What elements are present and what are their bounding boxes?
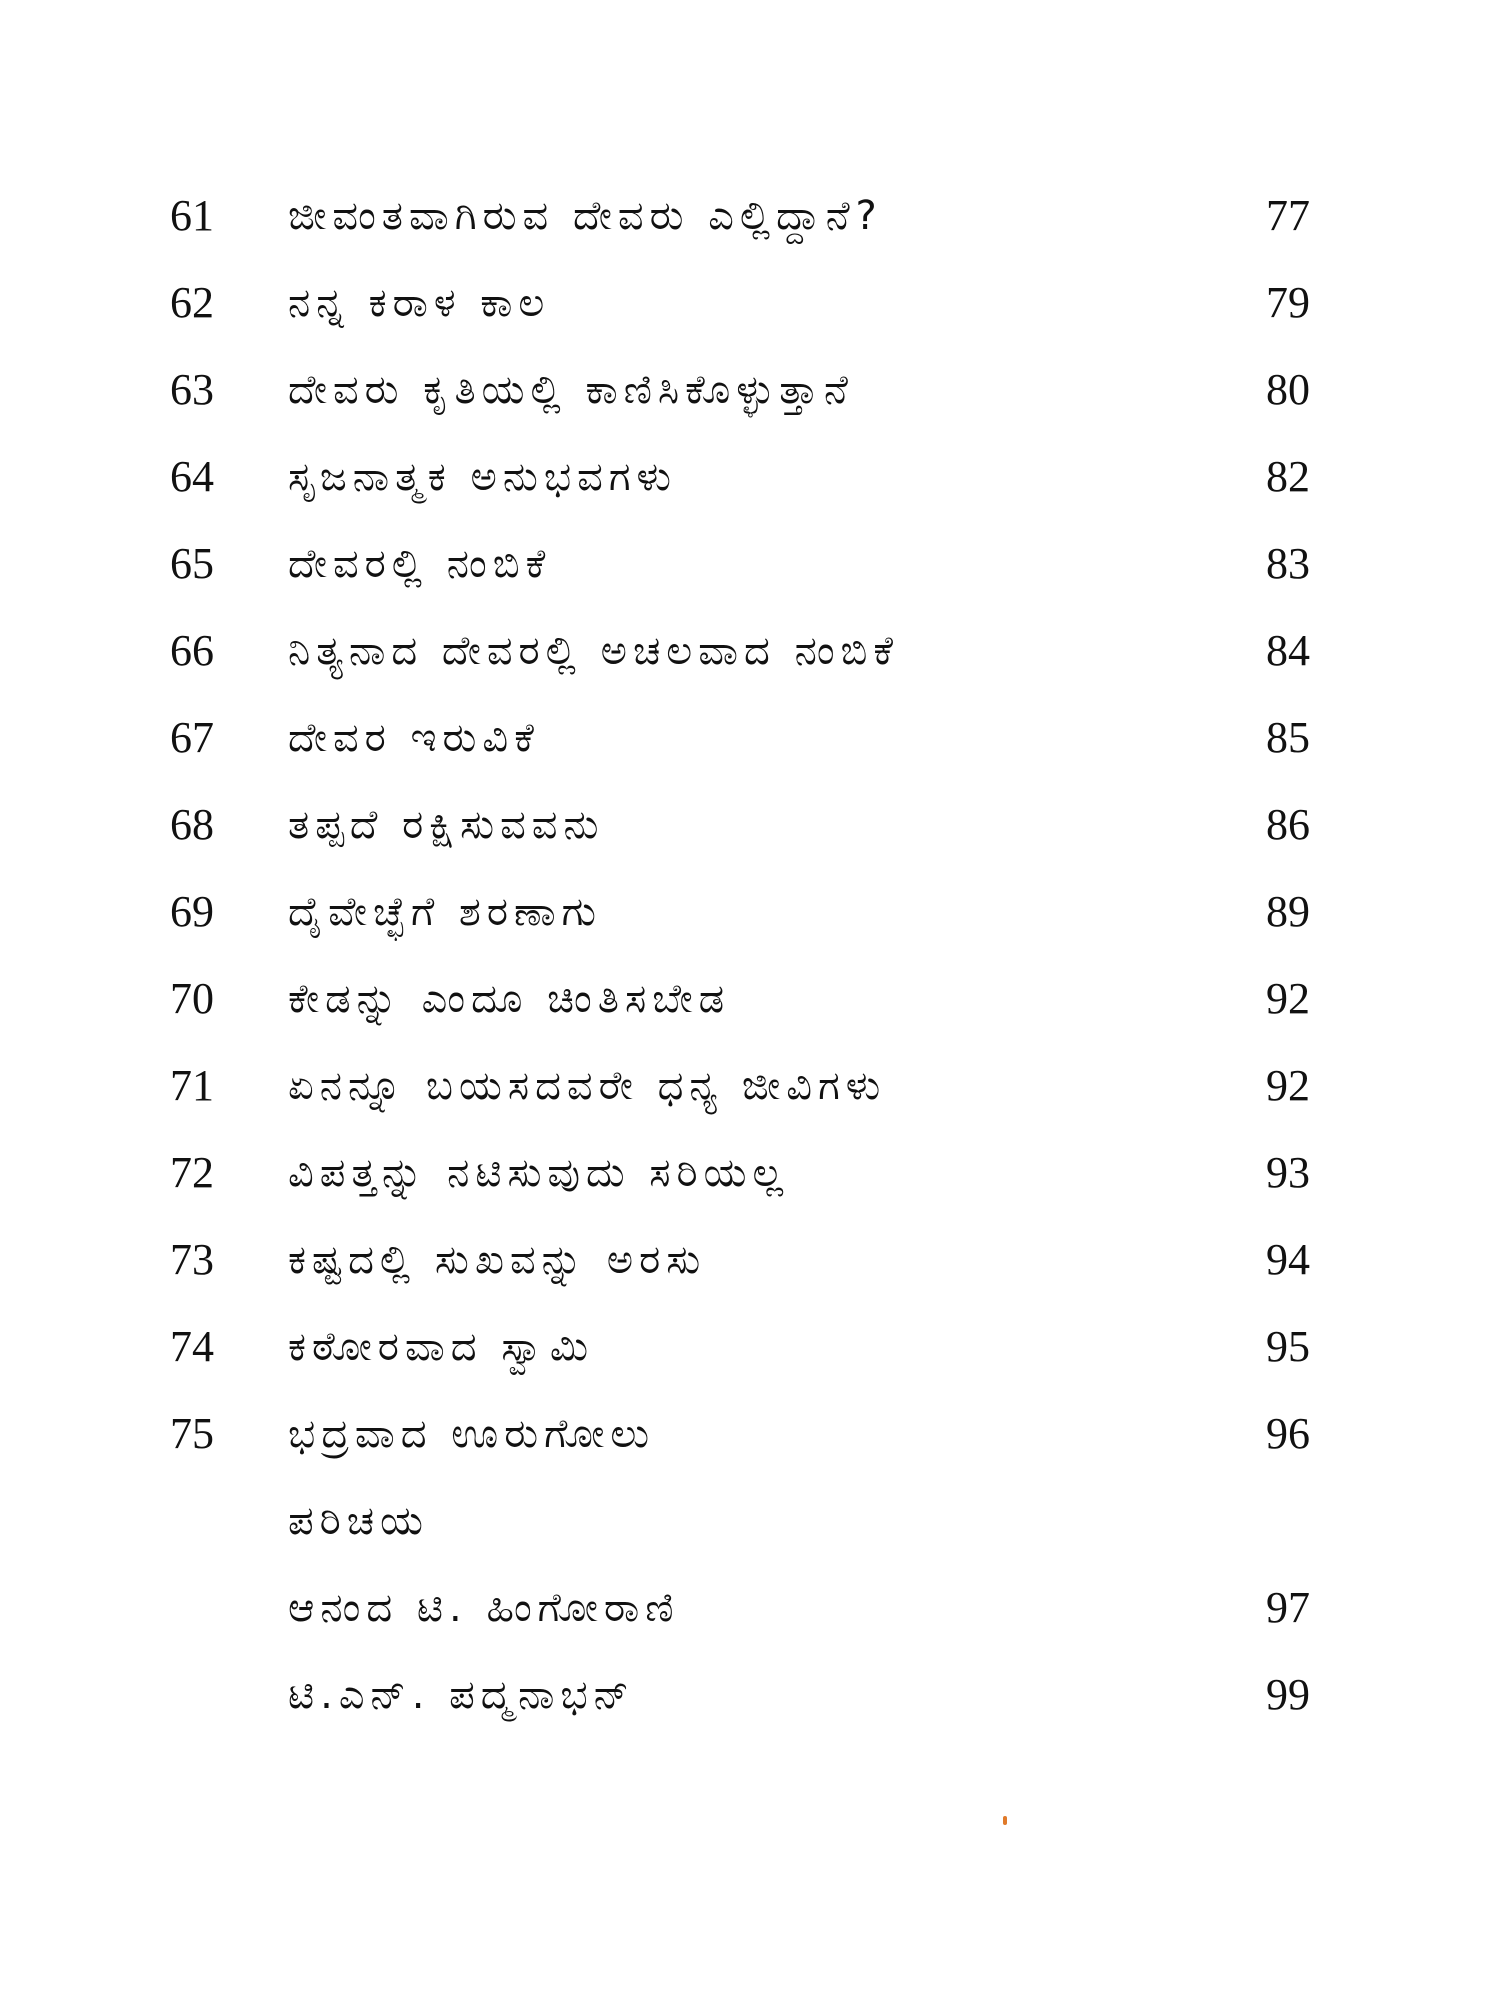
entry-number: 71 bbox=[170, 1061, 214, 1110]
entry-title: ದೈವೇಚ್ಛೆಗೆ ಶರಣಾಗು bbox=[288, 889, 602, 935]
entry-page-number: 77 bbox=[1266, 191, 1310, 240]
entry-number: 72 bbox=[170, 1148, 214, 1197]
toc-entry bbox=[0, 1570, 1500, 1657]
entry-page-number: 89 bbox=[1266, 887, 1310, 936]
entry-title: ಜೀವಂತವಾಗಿರುವ ದೇವರು ಎಲ್ಲಿದ್ದಾನೆ? bbox=[288, 193, 883, 239]
entry-title: ಏನನ್ನೂ ಬಯಸದವರೇ ಧನ್ಯ ಜೀವಿಗಳು bbox=[288, 1063, 887, 1109]
entry-page-number: 96 bbox=[1266, 1409, 1310, 1458]
entry-page-number: 79 bbox=[1266, 278, 1310, 327]
entry-number: 74 bbox=[170, 1322, 214, 1371]
entry-number: 62 bbox=[170, 278, 214, 327]
entry-number: 64 bbox=[170, 452, 214, 501]
entry-page-number: 93 bbox=[1266, 1148, 1310, 1197]
entry-title: ತಪ್ಪದೆ ರಕ್ಷಿಸುವವನು bbox=[288, 802, 605, 848]
entry-title: ಆನಂದ ಟಿ. ಹಿಂಗೋರಾಣಿ bbox=[288, 1585, 680, 1631]
entry-page-number: 85 bbox=[1266, 713, 1310, 762]
entry-title: ನನ್ನ ಕರಾಳ ಕಾಲ bbox=[288, 280, 551, 326]
toc-entry bbox=[0, 700, 1500, 787]
entry-title: ನಿತ್ಯನಾದ ದೇವರಲ್ಲಿ ಅಚಲವಾದ ನಂಬಿಕೆ bbox=[288, 628, 900, 674]
toc-entry bbox=[0, 1657, 1500, 1744]
entry-page-number: 83 bbox=[1266, 539, 1310, 588]
toc-entry bbox=[0, 1222, 1500, 1309]
toc-entry bbox=[0, 1048, 1500, 1135]
toc-entry bbox=[0, 874, 1500, 961]
entry-page-number: 97 bbox=[1266, 1583, 1310, 1632]
toc-entry bbox=[0, 178, 1500, 265]
entry-number: 63 bbox=[170, 365, 214, 414]
entry-title: ದೇವರಲ್ಲಿ ನಂಬಿಕೆ bbox=[288, 541, 552, 587]
entry-title: ಸೃಜನಾತ್ಮಕ ಅನುಭವಗಳು bbox=[288, 454, 677, 500]
toc-entry bbox=[0, 1396, 1500, 1483]
entry-title: ಕಷ್ಟದಲ್ಲಿ ಸುಖವನ್ನು ಅರಸು bbox=[288, 1237, 707, 1283]
entry-page-number: 84 bbox=[1266, 626, 1310, 675]
entry-page-number: 99 bbox=[1266, 1670, 1310, 1719]
entry-page-number: 95 bbox=[1266, 1322, 1310, 1371]
entry-number: 68 bbox=[170, 800, 214, 849]
entry-title: ವಿಪತ್ತನ್ನು ನಟಿಸುವುದು ಸರಿಯಲ್ಲ bbox=[288, 1150, 790, 1196]
entry-page-number: 92 bbox=[1266, 1061, 1310, 1110]
entry-number: 69 bbox=[170, 887, 214, 936]
toc-entry bbox=[0, 265, 1500, 352]
entry-title: ಭದ್ರವಾದ ಊರುಗೋಲು bbox=[288, 1411, 656, 1457]
entry-title: ದೇವರ ಇರುವಿಕೆ bbox=[288, 715, 540, 761]
entry-page-number: 94 bbox=[1266, 1235, 1310, 1284]
toc-entry bbox=[0, 961, 1500, 1048]
entry-number: 61 bbox=[170, 191, 214, 240]
entry-number: 75 bbox=[170, 1409, 214, 1458]
toc-entry bbox=[0, 787, 1500, 874]
toc-entry bbox=[0, 613, 1500, 700]
ink-speck bbox=[1003, 1816, 1007, 1825]
entry-page-number: 92 bbox=[1266, 974, 1310, 1023]
table-of-contents bbox=[0, 178, 1500, 1744]
toc-entry bbox=[0, 526, 1500, 613]
toc-entry bbox=[0, 352, 1500, 439]
toc-entry bbox=[0, 439, 1500, 526]
toc-entry bbox=[0, 1309, 1500, 1396]
entry-page-number: 86 bbox=[1266, 800, 1310, 849]
entry-number: 73 bbox=[170, 1235, 214, 1284]
section-heading-title: ಪರಿಚಯ bbox=[288, 1498, 429, 1544]
entry-title: ಟಿ.ಎನ್. ಪದ್ಮನಾಭನ್ bbox=[288, 1672, 635, 1718]
entry-number: 67 bbox=[170, 713, 214, 762]
entry-title: ಕೇಡನ್ನು ಎಂದೂ ಚಿಂತಿಸಬೇಡ bbox=[288, 976, 731, 1022]
entry-number: 70 bbox=[170, 974, 214, 1023]
entry-page-number: 82 bbox=[1266, 452, 1310, 501]
entry-title: ದೇವರು ಕೃತಿಯಲ್ಲಿ ಕಾಣಿಸಿಕೊಳ್ಳುತ್ತಾನೆ bbox=[288, 367, 854, 413]
entry-number: 66 bbox=[170, 626, 214, 675]
toc-section-heading bbox=[0, 1483, 1500, 1570]
entry-page-number: 80 bbox=[1266, 365, 1310, 414]
entry-number: 65 bbox=[170, 539, 214, 588]
entry-title: ಕಠೋರವಾದ ಸ್ವಾಮಿ bbox=[288, 1324, 595, 1370]
toc-entry bbox=[0, 1135, 1500, 1222]
